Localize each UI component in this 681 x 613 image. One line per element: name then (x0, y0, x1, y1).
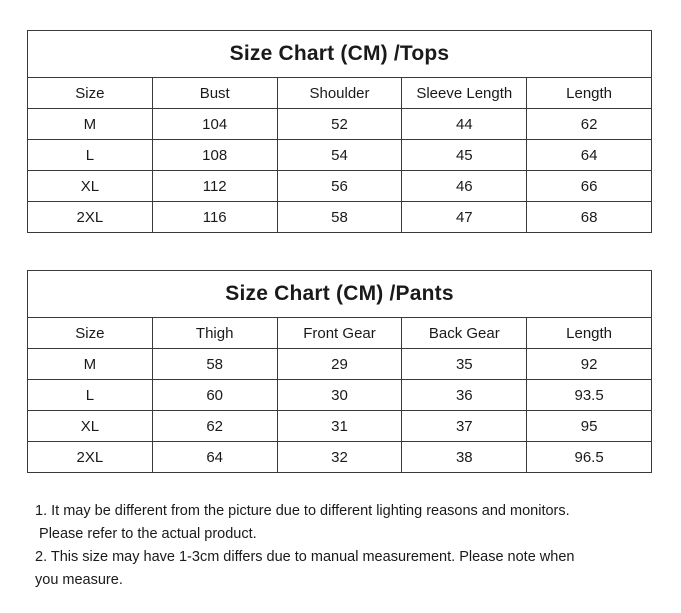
table-cell: 108 (152, 140, 277, 171)
table-cell: 47 (402, 202, 527, 233)
note-line: 2. This size may have 1-3cm differs due to manual measurement. Please note when (35, 549, 575, 565)
note-line: 1. It may be different from the picture due to different lighting reasons and monitors. (35, 503, 570, 519)
column-header: Size (28, 78, 153, 109)
table-cell: 64 (527, 140, 652, 171)
table-cell: 96.5 (527, 442, 652, 473)
table-cell: XL (28, 411, 153, 442)
table-row (28, 442, 652, 473)
table-cell: 62 (527, 109, 652, 140)
table-row (28, 349, 652, 380)
table-cell: 95 (527, 411, 652, 442)
column-header: Thigh (152, 318, 277, 349)
table-row (28, 202, 652, 233)
table-cell: 56 (277, 171, 402, 202)
note-line: Please refer to the actual product. (35, 526, 257, 542)
table-cell: 46 (402, 171, 527, 202)
table-row (28, 171, 652, 202)
table-cell: L (28, 380, 153, 411)
table-cell: 36 (402, 380, 527, 411)
table-cell: L (28, 140, 153, 171)
table-cell: 45 (402, 140, 527, 171)
table-cell: 62 (152, 411, 277, 442)
table-row (28, 380, 652, 411)
column-header: Bust (152, 78, 277, 109)
pants-size-chart (27, 270, 652, 473)
table-row (28, 109, 652, 140)
table-cell: 68 (527, 202, 652, 233)
table-cell: 2XL (28, 202, 153, 233)
table-cell: 37 (402, 411, 527, 442)
table-cell: 32 (277, 442, 402, 473)
tops-size-chart (27, 30, 652, 233)
table-cell: 35 (402, 349, 527, 380)
tops-chart-title: Size Chart (CM) /Tops (28, 31, 652, 78)
table-cell: 116 (152, 202, 277, 233)
column-header: Size (28, 318, 153, 349)
table-cell: 58 (277, 202, 402, 233)
table-cell: 64 (152, 442, 277, 473)
table-cell: 104 (152, 109, 277, 140)
pants-header-row (28, 318, 652, 349)
column-header: Length (527, 78, 652, 109)
table-cell: 44 (402, 109, 527, 140)
pants-chart-title: Size Chart (CM) /Pants (28, 271, 652, 318)
table-cell: 54 (277, 140, 402, 171)
table-cell: 93.5 (527, 380, 652, 411)
table-cell: 58 (152, 349, 277, 380)
note-line: you measure. (35, 572, 123, 588)
table-cell: 66 (527, 171, 652, 202)
table-cell: M (28, 109, 153, 140)
table-row (28, 140, 652, 171)
size-notes (35, 500, 665, 592)
column-header: Front Gear (277, 318, 402, 349)
tops-header-row (28, 78, 652, 109)
table-cell: 38 (402, 442, 527, 473)
table-cell: 92 (527, 349, 652, 380)
table-cell: 31 (277, 411, 402, 442)
table-cell: XL (28, 171, 153, 202)
table-cell: 2XL (28, 442, 153, 473)
table-cell: 60 (152, 380, 277, 411)
column-header: Length (527, 318, 652, 349)
table-cell: M (28, 349, 153, 380)
table-cell: 52 (277, 109, 402, 140)
table-row (28, 411, 652, 442)
column-header: Sleeve Length (402, 78, 527, 109)
table-cell: 30 (277, 380, 402, 411)
column-header: Back Gear (402, 318, 527, 349)
column-header: Shoulder (277, 78, 402, 109)
table-cell: 29 (277, 349, 402, 380)
table-cell: 112 (152, 171, 277, 202)
